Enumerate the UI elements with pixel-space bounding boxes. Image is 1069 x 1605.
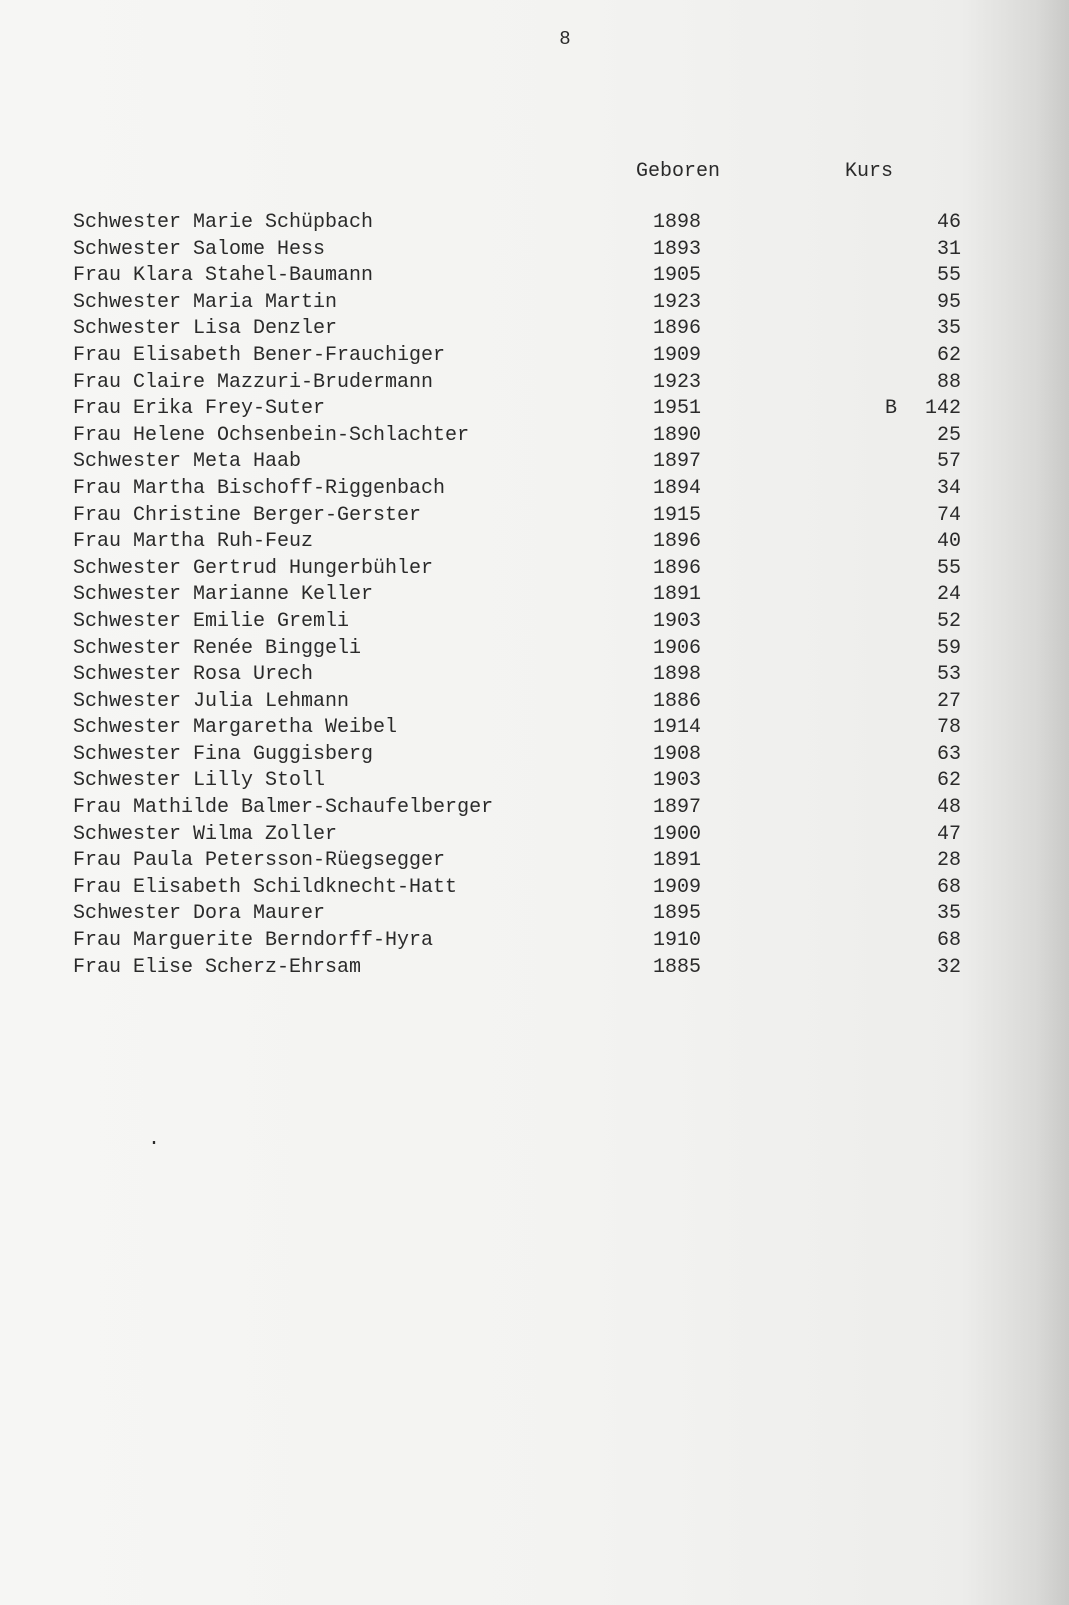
list-item: [73, 662, 973, 689]
entry-course: [793, 715, 961, 742]
entry-course-number: 34: [936, 476, 961, 500]
list-item: [73, 609, 973, 636]
entry-course-number: 68: [936, 929, 961, 953]
entry-course: [793, 768, 961, 795]
entry-name: Schwester Fina Guggisberg: [73, 742, 374, 766]
entry-course-number: 62: [936, 769, 961, 793]
entry-course: [793, 609, 961, 636]
page-number: 8: [559, 28, 571, 50]
entry-course: [793, 689, 961, 716]
entry-born-year: 1897: [653, 796, 702, 820]
list-item: [73, 210, 973, 237]
entry-course-number: 46: [936, 211, 961, 234]
entry-course-number: 68: [936, 875, 961, 899]
entry-name: Frau Elisabeth Bener-Frauchiger: [73, 343, 446, 367]
entry-course-number: 24: [936, 583, 961, 607]
entry-name: Schwester Marianne Keller: [73, 583, 374, 607]
entry-course: [793, 556, 961, 583]
entry-born-year: 1893: [653, 237, 702, 261]
list-item: [73, 795, 973, 822]
entry-born-year: 1909: [653, 875, 702, 899]
entry-name: Schwester Emilie Gremli: [73, 609, 350, 633]
entry-course-number: 47: [936, 822, 961, 846]
list-item: [73, 848, 973, 875]
entry-born-year: 1896: [653, 317, 702, 341]
entry-course-number: 63: [936, 742, 961, 766]
list-item: [73, 476, 973, 503]
entry-name: Frau Mathilde Balmer-Schaufelberger: [73, 796, 494, 820]
entry-course-number: 95: [936, 290, 961, 314]
entry-course-number: 88: [936, 370, 961, 394]
entry-born-year: 1910: [653, 929, 702, 953]
list-item: [73, 396, 973, 423]
entry-name: Frau Elisabeth Schildknecht-Hatt: [73, 875, 458, 899]
entry-course: [793, 662, 961, 689]
entry-born-year: 1886: [653, 689, 702, 713]
column-header-born: Geboren: [636, 160, 721, 183]
entry-born-year: 1909: [653, 343, 702, 367]
entry-name: Schwester Julia Lehmann: [73, 689, 350, 713]
entry-name: Frau Claire Mazzuri-Brudermann: [73, 370, 434, 394]
entry-course-number: 74: [936, 503, 961, 527]
entry-name: Frau Martha Bischoff-Riggenbach: [73, 476, 446, 500]
list-item: [73, 582, 973, 609]
list-item: [73, 503, 973, 530]
entry-course-number: 40: [936, 530, 961, 554]
entry-name: Schwester Dora Maurer: [73, 902, 326, 926]
entry-name: Frau Klara Stahel-Baumann: [73, 264, 374, 288]
entry-name: Frau Helene Ochsenbein-Schlachter: [73, 423, 470, 447]
entry-name: Frau Christine Berger-Gerster: [73, 503, 422, 527]
entry-course: [793, 343, 961, 370]
entry-course-number: 59: [936, 636, 961, 660]
list-item: [73, 875, 973, 902]
entry-course-number: 28: [936, 849, 961, 873]
entry-list: [73, 210, 973, 981]
entry-born-year: 1914: [653, 716, 702, 740]
entry-born-year: 1891: [653, 849, 702, 873]
entry-course-number: 52: [936, 609, 961, 633]
entry-course: [793, 370, 961, 397]
entry-name: Frau Marguerite Berndorff-Hyra: [73, 929, 434, 953]
list-item: [73, 237, 973, 264]
entry-name: Schwester Meta Haab: [73, 450, 302, 474]
entry-course: [793, 636, 961, 663]
entry-course: [793, 449, 961, 476]
list-item: [73, 529, 973, 556]
entry-course: [793, 582, 961, 609]
entry-course: [793, 955, 961, 982]
list-item: [73, 928, 973, 955]
entry-born-year: 1896: [653, 556, 702, 580]
entry-born-year: 1923: [653, 290, 702, 314]
entry-name: Schwester Marie Schüpbach: [73, 211, 374, 234]
entry-born-year: 1908: [653, 742, 702, 766]
entry-course: [793, 210, 961, 237]
entry-course: [793, 316, 961, 343]
list-item: [73, 955, 973, 982]
entry-course: [793, 795, 961, 822]
column-header-course: Kurs: [845, 160, 894, 183]
list-item: [73, 768, 973, 795]
list-item: [73, 449, 973, 476]
entry-course: [793, 476, 961, 503]
list-item: [73, 636, 973, 663]
entry-born-year: 1903: [653, 609, 702, 633]
entry-name: Schwester Lisa Denzler: [73, 317, 338, 341]
entry-course-number: 57: [936, 450, 961, 474]
entry-born-year: 1885: [653, 955, 702, 979]
entry-course: [793, 928, 961, 955]
entry-born-year: 1894: [653, 476, 702, 500]
entry-name: Schwester Margaretha Weibel: [73, 716, 398, 740]
entry-born-year: 1897: [653, 450, 702, 474]
entry-name: Frau Erika Frey-Suter: [73, 397, 326, 421]
entry-born-year: 1898: [653, 663, 702, 687]
entry-name: Frau Elise Scherz-Ehrsam: [73, 955, 362, 979]
list-item: [73, 901, 973, 928]
list-item: [73, 343, 973, 370]
entry-course: [793, 822, 961, 849]
entry-course-number: 35: [936, 317, 961, 341]
list-item: [73, 742, 973, 769]
entry-course: [793, 423, 961, 450]
entry-born-year: 1951: [653, 397, 702, 421]
entry-course: [793, 396, 961, 423]
entry-name: Schwester Maria Martin: [73, 290, 338, 314]
entry-course: [793, 237, 961, 264]
entry-born-year: 1903: [653, 769, 702, 793]
entry-name: Frau Martha Ruh-Feuz: [73, 530, 314, 554]
entry-name: Schwester Renée Binggeli: [73, 636, 362, 660]
entry-name: Schwester Wilma Zoller: [73, 822, 338, 846]
list-item: [73, 689, 973, 716]
entry-name: Frau Paula Petersson-Rüegsegger: [73, 849, 446, 873]
entry-course: [793, 529, 961, 556]
entry-born-year: 1923: [653, 370, 702, 394]
entry-course: [793, 290, 961, 317]
list-item: [73, 316, 973, 343]
entry-course: [793, 742, 961, 769]
entry-course: [793, 263, 961, 290]
entry-born-year: 1915: [653, 503, 702, 527]
entry-course-suffix: B: [885, 397, 898, 421]
entry-course-number: 62: [936, 343, 961, 367]
entry-name: Schwester Rosa Urech: [73, 663, 314, 687]
entry-course-number: 55: [936, 556, 961, 580]
entry-born-year: 1906: [653, 636, 702, 660]
entry-born-year: 1898: [653, 211, 702, 234]
entry-born-year: 1896: [653, 530, 702, 554]
list-item: [73, 822, 973, 849]
entry-name: Schwester Gertrud Hungerbühler: [73, 556, 434, 580]
entry-born-year: 1905: [653, 264, 702, 288]
entry-born-year: 1891: [653, 583, 702, 607]
list-item: [73, 370, 973, 397]
entry-course-number: 35: [936, 902, 961, 926]
entry-course: [793, 875, 961, 902]
entry-course-number: 48: [936, 796, 961, 820]
entry-course-number: 32: [936, 955, 961, 979]
entry-course: [793, 901, 961, 928]
entry-born-year: 1890: [653, 423, 702, 447]
list-item: [73, 715, 973, 742]
list-item: [73, 423, 973, 450]
list-item: [73, 263, 973, 290]
entry-course-number: 78: [936, 716, 961, 740]
entry-born-year: 1900: [653, 822, 702, 846]
list-item: [73, 556, 973, 583]
entry-course: [793, 848, 961, 875]
entry-course-number: 55: [936, 264, 961, 288]
entry-course: [793, 503, 961, 530]
entry-course-number: 25: [936, 423, 961, 447]
entry-course-number: 31: [936, 237, 961, 261]
entry-name: Schwester Salome Hess: [73, 237, 326, 261]
list-item: [73, 290, 973, 317]
entry-name: Schwester Lilly Stoll: [73, 769, 326, 793]
stray-mark: .: [148, 1128, 161, 1151]
entry-course-number: 27: [936, 689, 961, 713]
entry-course-number: 53: [936, 663, 961, 687]
entry-born-year: 1895: [653, 902, 702, 926]
entry-course-number: 142: [924, 397, 961, 421]
